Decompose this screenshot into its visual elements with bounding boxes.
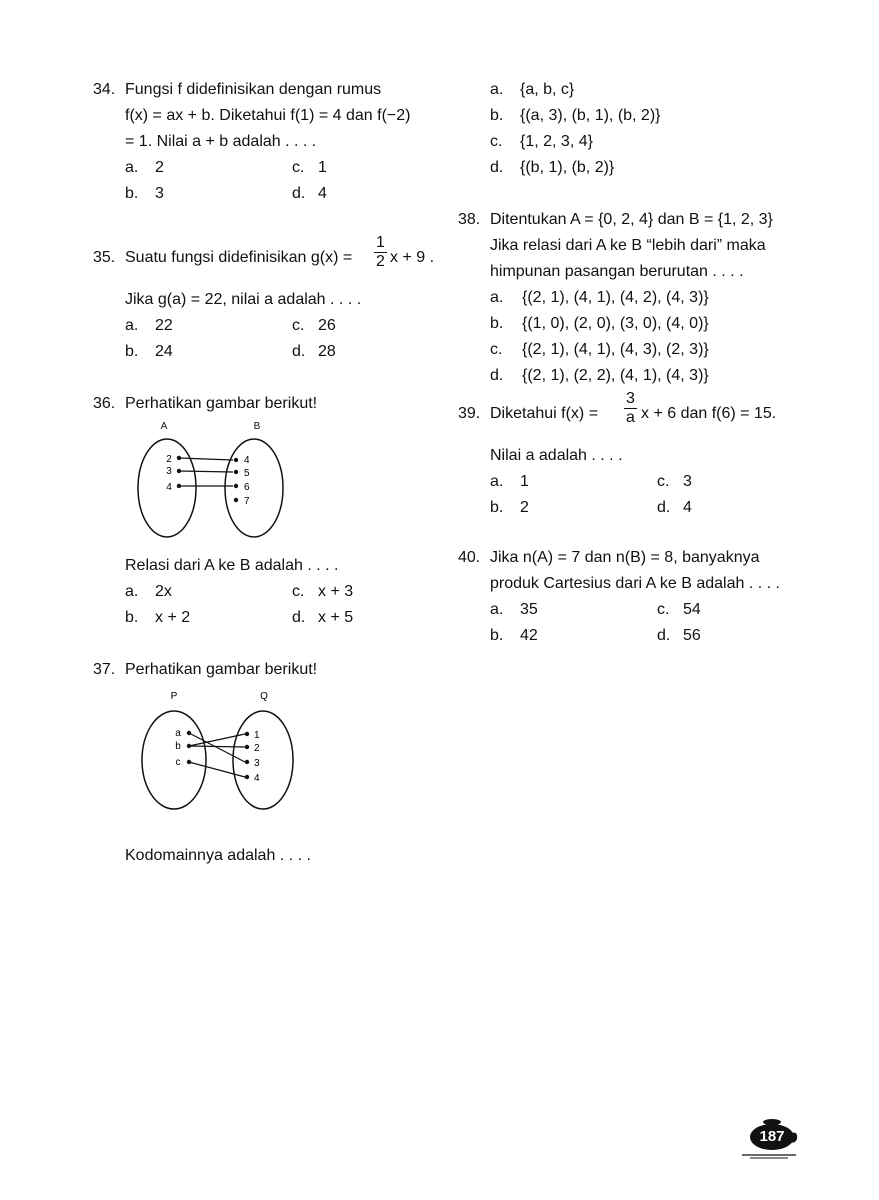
option-text: 35 [520, 601, 538, 618]
set-b-item: 6 [244, 482, 250, 493]
option-text: 2x [155, 583, 172, 600]
option-letter: d. [292, 343, 306, 360]
option-text: {(1, 0), (2, 0), (3, 0), (4, 0)} [522, 315, 709, 332]
option-text: {(a, 3), (b, 1), (b, 2)} [520, 107, 661, 124]
option-letter: c. [292, 159, 305, 176]
fraction-denominator: a [626, 409, 635, 426]
set-q-item: 3 [254, 758, 260, 769]
set-b-dot [234, 458, 238, 462]
page-number: 187 [759, 1128, 785, 1145]
question-text: = 1. Nilai a + b adalah . . . . [125, 133, 317, 150]
fraction-numerator: 1 [376, 234, 385, 251]
option-letter: b. [125, 609, 139, 626]
option-letter: b. [490, 499, 504, 516]
option-text: 42 [520, 627, 538, 644]
set-q-label: Q [260, 691, 268, 702]
question-text: himpunan pasangan berurutan . . . . [490, 263, 744, 280]
option-text: 2 [155, 159, 164, 176]
option-text: {(b, 1), (b, 2)} [520, 159, 615, 176]
question-number: 37. [93, 661, 116, 678]
option-text: {(2, 1), (2, 2), (4, 1), (4, 3)} [522, 367, 709, 384]
question-text: Fungsi f didefinisikan dengan rumus [125, 81, 382, 98]
page-number-badge [740, 1117, 798, 1159]
option-letter: c. [490, 341, 503, 358]
set-p-ellipse [142, 711, 206, 809]
option-text: x + 2 [155, 609, 191, 626]
set-b-dot [234, 498, 238, 502]
set-a-item: 3 [166, 466, 172, 477]
question-number: 40. [458, 549, 481, 566]
option-letter: d. [490, 367, 504, 384]
option-text: 2 [520, 499, 529, 516]
option-letter: c. [292, 583, 305, 600]
option-text: 4 [318, 185, 327, 202]
set-b-item: 5 [244, 468, 250, 479]
option-letter: b. [490, 107, 504, 124]
question-text: Diketahui f(x) = [490, 405, 599, 422]
question-text: Kodomainnya adalah . . . . [125, 847, 311, 864]
set-p-item: a [175, 728, 181, 739]
question-text: f(x) = ax + b. Diketahui f(1) = 4 dan f(−2) [125, 107, 411, 124]
set-a-item: 4 [166, 482, 172, 493]
option-text: 1 [520, 473, 529, 490]
relation-arrow [189, 734, 245, 746]
option-letter: a. [490, 601, 504, 618]
option-letter: a. [490, 289, 504, 306]
set-b-ellipse [225, 439, 283, 537]
question-text: Jika g(a) = 22, nilai a adalah . . . . [125, 291, 362, 308]
set-q-item: 2 [254, 743, 260, 754]
fraction-denominator: 2 [376, 253, 385, 270]
set-b-item: 4 [244, 455, 250, 466]
option-text: 1 [318, 159, 327, 176]
fraction [624, 390, 637, 427]
option-letter: a. [490, 473, 504, 490]
question-text: x + 6 dan f(6) = 15. [641, 405, 777, 422]
option-letter: d. [657, 499, 671, 516]
set-b-dot [234, 470, 238, 474]
option-text: {(2, 1), (4, 1), (4, 3), (2, 3)} [522, 341, 709, 358]
option-text: 3 [155, 185, 164, 202]
option-letter: d. [490, 159, 504, 176]
set-b-item: 7 [244, 496, 250, 507]
option-letter: b. [125, 185, 139, 202]
question-number: 39. [458, 405, 481, 422]
relation-arrow [179, 458, 233, 460]
option-text: 54 [683, 601, 701, 618]
question-text: Ditentukan A = {0, 2, 4} dan B = {1, 2, 3} [490, 211, 773, 228]
option-text: 22 [155, 317, 173, 334]
option-letter: c. [490, 133, 503, 150]
fraction [374, 234, 387, 271]
arrow-diagram-a-to-b [130, 416, 290, 542]
option-text: {a, b, c} [520, 81, 575, 98]
option-text: x + 5 [318, 609, 354, 626]
fraction-numerator: 3 [626, 390, 635, 407]
question-number: 36. [93, 395, 116, 412]
relation-arrow [179, 471, 233, 472]
set-p-label: P [170, 691, 178, 702]
question-text: Relasi dari A ke B adalah . . . . [125, 557, 339, 574]
option-letter: d. [657, 627, 671, 644]
option-letter: b. [125, 343, 139, 360]
option-letter: d. [292, 185, 306, 202]
question-text: produk Cartesius dari A ke B adalah . . . . [490, 575, 780, 592]
set-q-dot [245, 732, 249, 736]
question-text: Perhatikan gambar berikut! [125, 661, 318, 678]
option-letter: c. [292, 317, 305, 334]
option-letter: a. [125, 159, 139, 176]
question-text: Nilai a adalah . . . . [490, 447, 623, 464]
question-text: x + 9 . [390, 249, 435, 266]
arrow-diagram-p-to-q [132, 686, 302, 814]
option-text: 4 [683, 499, 692, 516]
question-number: 34. [93, 81, 116, 98]
question-text: Jika n(A) = 7 dan n(B) = 8, banyaknya [490, 549, 760, 566]
option-letter: c. [657, 473, 670, 490]
option-text: 26 [318, 317, 336, 334]
option-letter: a. [125, 583, 139, 600]
set-q-dot [245, 775, 249, 779]
option-text: {(2, 1), (4, 1), (4, 2), (4, 3)} [522, 289, 709, 306]
option-text: 28 [318, 343, 336, 360]
set-a-item: 2 [166, 454, 172, 465]
option-letter: a. [490, 81, 504, 98]
question-text: Suatu fungsi didefinisikan g(x) = [125, 249, 353, 266]
set-b-label: B [253, 421, 261, 432]
question-number: 38. [458, 211, 481, 228]
option-letter: d. [292, 609, 306, 626]
option-text: {1, 2, 3, 4} [520, 133, 593, 150]
option-text: x + 3 [318, 583, 354, 600]
set-q-dot [245, 745, 249, 749]
set-p-item: b [175, 741, 181, 752]
option-letter: c. [657, 601, 670, 618]
question-number: 35. [93, 249, 116, 266]
relation-arrow [189, 762, 245, 777]
set-p-item: c [175, 757, 181, 768]
set-b-dot [234, 484, 238, 488]
question-text: Jika relasi dari A ke B “lebih dari” maka [490, 237, 766, 254]
set-q-item: 4 [254, 773, 260, 784]
relation-arrow [189, 746, 245, 747]
option-letter: b. [490, 315, 504, 332]
option-letter: b. [490, 627, 504, 644]
set-q-item: 1 [254, 730, 260, 741]
question-text: Perhatikan gambar berikut! [125, 395, 318, 412]
option-text: 56 [683, 627, 701, 644]
set-q-dot [245, 760, 249, 764]
option-text: 3 [683, 473, 692, 490]
set-a-label: A [160, 421, 168, 432]
option-letter: a. [125, 317, 139, 334]
option-text: 24 [155, 343, 173, 360]
